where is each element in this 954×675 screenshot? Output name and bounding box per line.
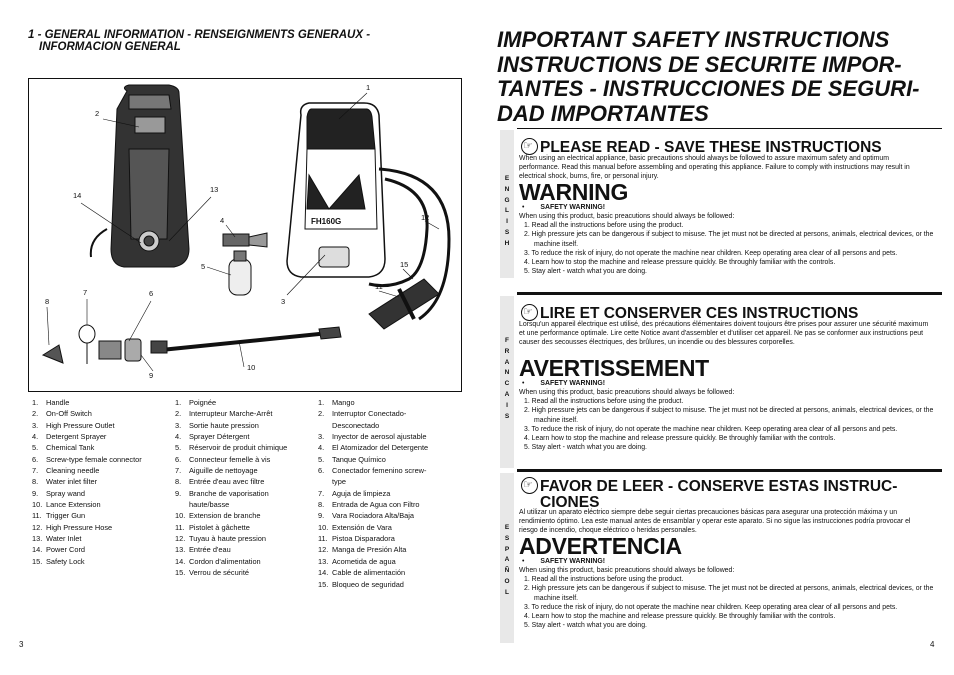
callout-9: 9 — [149, 371, 154, 380]
language-letter: P — [504, 545, 510, 553]
parts-list-item — [318, 544, 463, 555]
language-letter: A — [504, 556, 510, 564]
parts-list-item — [175, 510, 315, 521]
language-tab-french — [500, 296, 514, 468]
language-letter: S — [504, 534, 510, 542]
part-name: Handle — [46, 398, 70, 407]
bullet: • — [522, 380, 525, 387]
french-warning-word: AVERTISSEMENT — [519, 355, 709, 381]
parts-list-item — [175, 488, 315, 499]
part-name: El Atomizador del Detergente — [332, 443, 429, 453]
language-letter: R — [504, 347, 510, 355]
part-name: Aguja de limpieza — [332, 488, 391, 498]
safety-warning-item: 1. Read all the instructions before using the product. — [524, 398, 684, 406]
callout-12: 12 — [421, 213, 430, 222]
language-letter: C — [504, 380, 510, 388]
language-letter: G — [504, 196, 510, 204]
callout-14: 14 — [73, 191, 82, 200]
safety-warning-item: 4. Learn how to stop the machine and release pressure quickly. Be throughly familiar with the controls. — [524, 258, 836, 266]
spanish-heading-text-line1: FAVOR DE LEER - CONSERVE ESTAS INSTRUC- — [540, 478, 898, 495]
part-name-continued: haute/basse — [189, 500, 230, 510]
part-name: On-Off Switch — [46, 409, 92, 419]
part-name: Detergent Sprayer — [46, 432, 107, 442]
safety-warning-label — [519, 379, 939, 388]
divider — [517, 292, 942, 295]
part-number: 3. — [318, 432, 325, 442]
english-intro: When using an electrical appliance, basic precautions should always be followed to assure maximum safety and optimum performance. Read this manual before assembling and operating this appliance. Failure to comply with instructions may result in electrical shock, burns, fire, or personal injury. — [519, 155, 910, 181]
part-name: Entrée d'eau avec filtre — [189, 477, 265, 487]
main-title-line: IMPORTANT SAFETY INSTRUCTIONS — [497, 27, 890, 52]
part-name: Chemical Tank — [46, 443, 95, 453]
parts-list-item — [32, 488, 172, 499]
callout-4: 4 — [220, 216, 225, 225]
language-letter: O — [504, 577, 510, 585]
part-number: 5. — [175, 443, 182, 453]
part-number: 1. — [175, 398, 182, 407]
parts-list-item — [175, 533, 315, 544]
parts-list-item — [175, 442, 315, 453]
part-name-continued: type — [332, 477, 346, 487]
part-name: Vara Rociadora Alta/Baja — [332, 511, 415, 521]
callout-1: 1 — [366, 83, 371, 92]
part-number: 10. — [32, 500, 43, 510]
part-number: 15. — [175, 568, 186, 578]
part-number: 9. — [318, 511, 325, 521]
parts-list-english — [32, 397, 172, 567]
machine-front-view — [287, 103, 385, 277]
safety-warning-item: 3. To reduce the risk of injury, do not operate the machine near children. Keep operating area clear of all persons and pets. — [524, 249, 898, 257]
parts-list-item — [318, 397, 463, 408]
brand-label: FH160G — [311, 217, 342, 226]
safety-warning-item: 5. Stay alert - watch what you are doing. — [524, 444, 647, 452]
part-number: 7. — [32, 466, 39, 476]
main-title-line: TANTES - INSTRUCCIONES DE SEGURI- — [497, 76, 920, 101]
hand-warning-icon — [521, 304, 538, 321]
section-title-line1: 1 - GENERAL INFORMATION - RENSEIGNMENTS GENERAUX - — [28, 29, 371, 41]
language-letter: A — [504, 358, 510, 366]
parts-list-item — [175, 465, 315, 476]
safety-warning-lead: When using this product, basic preacutions should always be followed: — [519, 567, 735, 575]
language-letter: H — [504, 239, 510, 247]
french-heading-text: LIRE ET CONSERVER CES INSTRUCTIONS — [540, 305, 859, 322]
part-number: 4. — [32, 432, 39, 442]
parts-list-item — [175, 556, 315, 567]
parts-list-item — [318, 579, 463, 590]
part-number: 10. — [175, 511, 186, 521]
part-number: 11. — [175, 522, 185, 532]
callout-11: 11 — [375, 282, 383, 291]
machine-rear-view — [91, 85, 189, 267]
callout-6: 6 — [149, 289, 154, 298]
parts-list-item — [318, 567, 463, 578]
part-number: 9. — [175, 488, 182, 498]
part-name-continued: Desconectado — [332, 420, 380, 430]
parts-list-item — [318, 522, 463, 533]
part-name: Connecteur femelle à vis — [189, 454, 271, 464]
part-number: 6. — [318, 466, 325, 476]
parts-list-item — [318, 499, 463, 510]
part-number: 14. — [318, 568, 329, 578]
part-number: 4. — [175, 432, 182, 442]
part-number: 13. — [175, 545, 186, 555]
part-number: 3. — [175, 420, 182, 430]
part-number: 14. — [175, 556, 186, 566]
parts-list-item — [32, 397, 172, 408]
safety-warning-list — [519, 221, 939, 276]
callout-13: 13 — [210, 185, 219, 194]
part-name: Bloqueo de seguridad — [332, 579, 404, 589]
part-number: 3. — [32, 420, 39, 430]
part-name: High Pressure Outlet — [46, 420, 115, 430]
part-number: 8. — [175, 477, 182, 487]
language-letter: N — [504, 369, 510, 377]
part-name: Lance Extension — [46, 500, 101, 510]
language-letter: I — [506, 218, 508, 226]
part-name: Pistolet à gâchette — [189, 522, 250, 532]
parts-list-item — [318, 442, 463, 453]
parts-list-item — [32, 420, 172, 431]
callout-5: 5 — [201, 262, 206, 271]
part-name: Extension de branche — [189, 511, 261, 521]
part-name: Screw-type female connector — [46, 454, 142, 464]
part-name: Verrou de sécurité — [189, 568, 249, 578]
parts-list-item — [175, 522, 315, 533]
parts-list-item — [175, 397, 315, 408]
language-letter: Ñ — [504, 567, 510, 575]
page-number-right: 4 — [930, 640, 935, 649]
part-number: 4. — [318, 443, 325, 453]
parts-list-item — [318, 488, 463, 499]
parts-list-item — [175, 567, 315, 578]
language-letter: E — [504, 524, 510, 531]
part-number: 2. — [32, 409, 39, 419]
part-number: 5. — [318, 454, 325, 464]
part-name: Conectador femenino screw- — [332, 466, 427, 476]
parts-list-item — [318, 465, 463, 476]
safety-warning-title: SAFETY WARNING! — [540, 204, 605, 211]
parts-list-item — [32, 431, 172, 442]
part-name: Cable de alimentación — [332, 568, 406, 578]
part-name: Cordon d'alimentation — [189, 556, 261, 566]
main-title — [497, 28, 937, 126]
parts-list-item — [175, 420, 315, 431]
part-name: Spray wand — [46, 488, 86, 498]
parts-list-item — [318, 510, 463, 521]
safety-warning-lead: When using this product, basic preacutions should always be followed: — [519, 389, 735, 397]
safety-warning-item: 2. High pressure jets can be dangerous if subject to misuse. The jet must not be directed at persons, animals, electrical devices, or the machine itself. — [524, 585, 934, 602]
divider — [517, 469, 942, 472]
bullet: • — [522, 558, 525, 565]
detergent-sprayer — [223, 233, 267, 295]
parts-list-item — [32, 556, 172, 567]
part-number: 11. — [32, 511, 42, 521]
part-name: Entrée d'eau — [189, 545, 231, 555]
section-title-line2: INFORMACION GENERAL — [39, 41, 181, 53]
main-title-line: INSTRUCTIONS DE SECURITE IMPOR- — [497, 51, 902, 77]
language-letter: I — [506, 401, 508, 409]
part-number: 6. — [32, 454, 39, 464]
hand-warning-icon — [521, 477, 538, 494]
pressure-washer-diagram — [28, 78, 462, 392]
part-name: Réservoir de produit chimique — [189, 443, 288, 453]
language-tab-spanish — [500, 473, 514, 643]
parts-list-item — [32, 522, 172, 533]
language-tab-english — [500, 130, 514, 278]
safety-warning-item: 3. To reduce the risk of injury, do not operate the machine near children. Keep operating area clear of all persons and pets. — [524, 603, 898, 611]
part-name: Mango — [332, 398, 355, 407]
diagram-illustration — [29, 79, 461, 391]
part-name: Tanque Químico — [332, 454, 386, 464]
part-name: Sortie haute pression — [189, 420, 259, 430]
part-name: Interrupteur Marche-Arrêt — [189, 409, 273, 419]
safety-warning-title: SAFETY WARNING! — [540, 558, 605, 565]
parts-list-item — [32, 544, 172, 555]
safety-warning-item: 4. Learn how to stop the machine and release pressure quickly. Be throughly familiar with the controls. — [524, 434, 836, 442]
english-safety-warning — [519, 203, 939, 276]
parts-list-item — [175, 544, 315, 555]
french-intro: Lorsqu'un appareil électrique est utilisé, des précautions élémentaires doivent toujours être prises pour assurer une sécurité maximum et une performance optimale. Lire cette Notice avant d'assembler et d'utiliser cet appareil. Ne pas se conformer aux instructions peut causer des secousses électriques, des brûlures, un incendie ou des blessures corporelles. — [519, 321, 929, 347]
safety-warning-item: 2. High pressure jets can be dangerous if subject to misuse. The jet must not be directed at persons, animals, electrical devices, or the machine itself. — [524, 231, 934, 248]
part-number: 11. — [318, 534, 328, 544]
part-number: 12. — [32, 522, 43, 532]
part-number: 13. — [318, 556, 329, 566]
parts-list-item — [32, 499, 172, 510]
part-name: Interruptor Conectado- — [332, 409, 407, 419]
english-warning-word: WARNING — [519, 179, 629, 205]
callout-2: 2 — [95, 109, 100, 118]
part-name: Pistoa Disparadora — [332, 534, 395, 544]
part-name: Tuyau à haute pression — [189, 534, 266, 544]
part-number: 15. — [32, 556, 43, 566]
part-name: Cleaning needle — [46, 466, 100, 476]
safety-warning-label — [519, 203, 939, 212]
language-letter: S — [504, 412, 510, 420]
spanish-heading — [521, 477, 897, 511]
safety-warning-label — [519, 557, 939, 566]
hand-warning-icon — [521, 138, 538, 155]
parts-list-item — [175, 408, 315, 419]
parts-list-item — [32, 442, 172, 453]
part-name: Safety Lock — [46, 556, 85, 566]
callout-8: 8 — [45, 297, 50, 306]
part-number: 2. — [318, 409, 325, 419]
part-number: 9. — [32, 488, 39, 498]
part-number: 12. — [318, 545, 329, 555]
spanish-warning-word: ADVERTENCIA — [519, 533, 682, 559]
part-number: 5. — [32, 443, 39, 453]
part-number: 2. — [175, 409, 182, 419]
small-parts — [43, 325, 141, 364]
part-name: Inyector de aerosol ajustable — [332, 432, 427, 442]
part-number: 8. — [318, 500, 325, 510]
parts-list-item — [318, 408, 463, 419]
part-number: 6. — [175, 454, 182, 464]
spanish-safety-warning — [519, 557, 939, 630]
parts-list-french — [175, 397, 315, 579]
part-name: Power Cord — [46, 545, 86, 555]
language-letter: N — [504, 185, 510, 193]
part-name: Extensión de Vara — [332, 522, 392, 532]
part-number: 13. — [32, 534, 43, 544]
part-number: 8. — [32, 477, 39, 487]
spray-wand — [151, 327, 341, 353]
safety-warning-list — [519, 575, 939, 630]
part-number: 10. — [318, 522, 329, 532]
section-title — [28, 29, 408, 53]
part-number: 15. — [318, 579, 329, 589]
main-title-line: DAD IMPORTANTES — [497, 100, 709, 126]
callout-10: 10 — [247, 363, 256, 372]
parts-list-item — [32, 510, 172, 521]
part-number: 7. — [175, 466, 182, 476]
callout-3: 3 — [281, 297, 286, 306]
part-name: Entrada de Agua con Filtro — [332, 500, 420, 510]
part-name: Branche de vaporisation — [189, 488, 269, 498]
language-letter: L — [505, 588, 509, 596]
callout-7: 7 — [83, 288, 88, 297]
divider — [517, 128, 942, 129]
language-letter: A — [504, 390, 510, 398]
callout-15: 15 — [400, 260, 409, 269]
parts-list-item — [318, 556, 463, 567]
spanish-intro: Al utilizar un aparato eléctrico siempre debe seguir ciertas precauciones básicas para asegurar una protección máxima y un rendimiento óptimo. Lea este manual antes de ensamblar y operar este aparato. Si no sigue las instrucciones podría provocar el riesgo de incendio, choque eléctrico o heridas personales. — [519, 509, 911, 535]
parts-list-item — [32, 408, 172, 419]
bullet: • — [522, 204, 525, 211]
parts-list-spanish — [318, 397, 463, 590]
part-name: Poignée — [189, 398, 217, 407]
parts-list-item — [32, 454, 172, 465]
part-number: 7. — [318, 488, 325, 498]
part-number: 1. — [32, 398, 39, 407]
part-number: 12. — [175, 534, 186, 544]
english-heading-text: PLEASE READ - SAVE THESE INSTRUCTIONS — [540, 139, 882, 156]
safety-warning-item: 4. Learn how to stop the machine and release pressure quickly. Be throughly familiar with the controls. — [524, 612, 836, 620]
part-name: Water inlet filter — [46, 477, 98, 487]
parts-list-item — [32, 533, 172, 544]
part-name: Trigger Gun — [46, 511, 86, 521]
parts-list-item — [175, 431, 315, 442]
part-name: Acometida de agua — [332, 556, 396, 566]
safety-warning-item: 5. Stay alert - watch what you are doing. — [524, 268, 647, 276]
language-letter: E — [504, 175, 510, 182]
part-name: High Pressure Hose — [46, 522, 113, 532]
part-name: Sprayer Détergent — [189, 432, 250, 442]
safety-warning-lead: When using this product, basic preacutions should always be followed: — [519, 213, 735, 221]
parts-list-item — [318, 431, 463, 442]
part-name: Manga de Presión Alta — [332, 545, 407, 555]
language-letter: S — [504, 228, 510, 236]
french-safety-warning — [519, 379, 939, 452]
safety-warning-item: 1. Read all the instructions before using the product. — [524, 222, 684, 230]
spanish-heading-text-line2: CIONES — [540, 494, 600, 511]
safety-warning-item: 5. Stay alert - watch what you are doing. — [524, 622, 647, 630]
part-name: Water Inlet — [46, 534, 82, 544]
parts-list-item — [318, 533, 463, 544]
safety-warning-list — [519, 397, 939, 452]
parts-list-item — [175, 476, 315, 487]
parts-list-item — [175, 454, 315, 465]
part-number: 1. — [318, 398, 325, 407]
parts-list-item — [32, 476, 172, 487]
safety-warning-item: 3. To reduce the risk of injury, do not operate the machine near children. Keep operating area clear of all persons and pets. — [524, 425, 898, 433]
language-letter: F — [505, 337, 509, 344]
parts-list-item — [32, 465, 172, 476]
language-letter: L — [505, 207, 509, 215]
part-name: Aiguille de nettoyage — [189, 466, 258, 476]
parts-list-item — [318, 454, 463, 465]
safety-warning-title: SAFETY WARNING! — [540, 380, 605, 387]
safety-warning-item: 2. High pressure jets can be dangerous if subject to misuse. The jet must not be directed at persons, animals, electrical devices, or the machine itself. — [524, 407, 934, 424]
safety-warning-item: 1. Read all the instructions before using the product. — [524, 576, 684, 584]
page-number-left: 3 — [19, 640, 24, 649]
part-number: 14. — [32, 545, 43, 555]
